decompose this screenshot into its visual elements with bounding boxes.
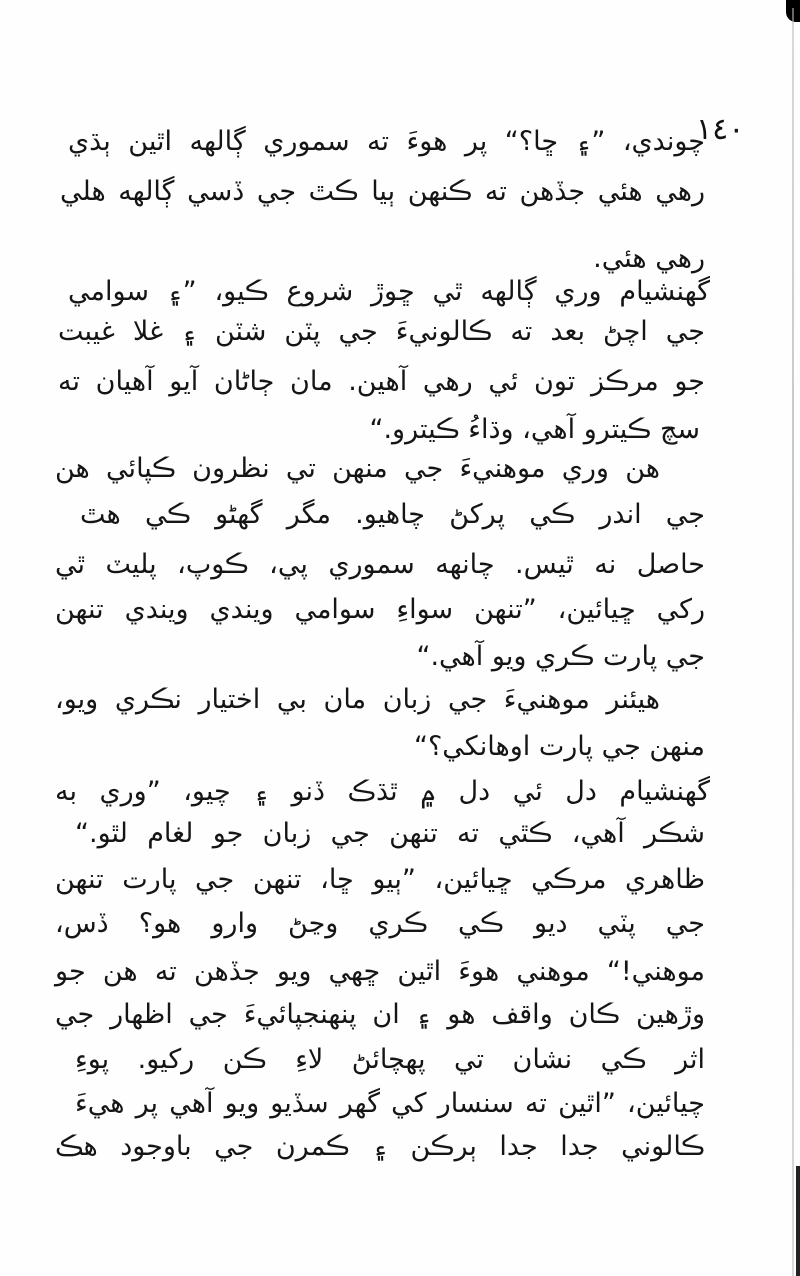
text-line: موهني!“ موهني هوءَ اٿين ڇهي ويو جڏهن ته هن جو xyxy=(55,956,705,987)
text-line: رکي ڇيائين، ”تنهن سواءِ سوامي ويندي ويندي تنهن xyxy=(55,594,705,625)
text-line: اثر ڪي نشان تي پهچائڻ لاءِ ڪن رکيو. پوءِ xyxy=(75,1044,705,1075)
text-line: سچ ڪيترو آهي، وڌاءُ ڪيترو.“ xyxy=(369,414,700,445)
text-line: چيائين، ”اٿين ته سنسار کي گهر سڏيو ويو آهي پر هيءَ xyxy=(75,1088,705,1119)
text-line: هن وري موهنيءَ جي منهن تي نظرون ڪپائي هن xyxy=(55,453,660,484)
text-line: ظاهري مرڪي ڇيائين، ”ٻيو ڇا، تنهن جي پارت تنهن xyxy=(55,864,705,895)
text-line: جي پٽي ديو ڪي ڪري وڃڻ وارو هو؟ ڏس، xyxy=(55,908,705,939)
text-line: ڪالوني جدا جدا ٻرڪن ۽ ڪمرن جي باوجود هڪ xyxy=(55,1131,705,1162)
scan-edge-shadow xyxy=(796,1166,800,1276)
text-line: جي اچڻ بعد ته ڪالونيءَ جي پٽن شٽن ۽ غلا غيبت xyxy=(58,316,705,347)
text-line: رهي هئي. xyxy=(593,243,705,274)
text-line: حاصل نه ٿيس. چانهه سموري پي، ڪوپ، پليٽ ٿي xyxy=(55,549,705,580)
text-line: منهن جي پارت اوهانکي؟“ xyxy=(413,731,705,762)
text-line: هيئنر موهنيءَ جي زبان مان بي اختيار نڪري ويو، xyxy=(55,684,660,715)
page-number: ١٤٠ xyxy=(696,112,745,147)
text-line: جي پارت ڪري ويو آهي.“ xyxy=(416,641,705,672)
text-line: وڙهين ڪان واقف هو ۽ ان پنهنجپائيءَ جي اظهار جي xyxy=(55,999,705,1030)
text-line: رهي هئي جڏهن ته ڪنهن ٻيا ڪٿ جي ڏسي ڳالهه هلي xyxy=(60,176,705,207)
text-line: جي اندر ڪي پرکڻ چاهيو. مگر گهڻو ڪي هٿ xyxy=(80,499,705,530)
text-line: جو مرڪز تون ئي رهي آهين. مان ڄاڻان آيو آهيان ته xyxy=(58,366,705,397)
text-line: شڪر آهي، ڪٿي ته تنهن جي زبان جو لغام لٿو.“ xyxy=(75,818,705,849)
text-line: گهنشيام دل ئي دل ۾ ٿڌڪ ڏنو ۽ چيو، ”وري به xyxy=(55,776,710,807)
text-line: چوندي، ”۽ ڇا؟“ پر هوءَ ته سموري ڳالهه اٿين ٻڌي xyxy=(68,126,705,157)
text-line: گهنشيام وري ڳالهه ٿي ڇوڙ شروع ڪيو، ”۽ سوامي xyxy=(68,276,710,307)
page-edge xyxy=(792,8,794,1276)
